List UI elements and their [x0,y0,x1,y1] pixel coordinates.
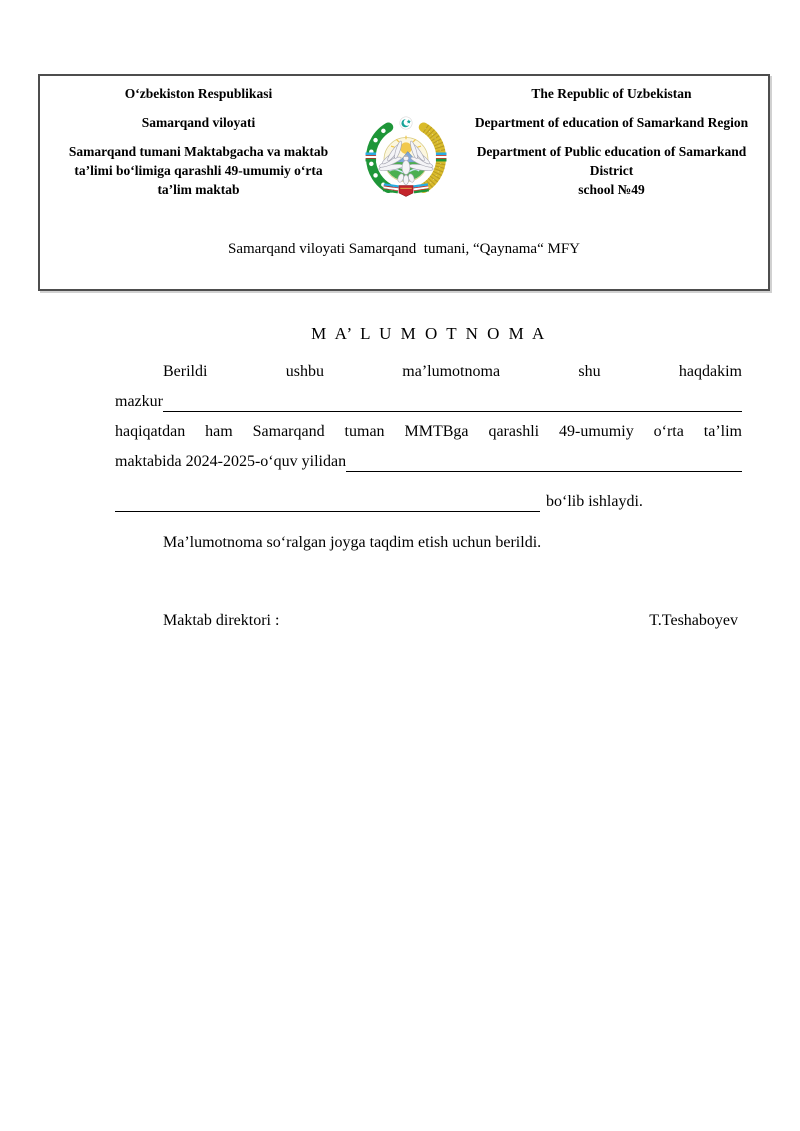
body-line-4 [115,447,742,477]
body-line-4-label: maktabida 2024-2025-o‘quv yilidan [115,453,347,470]
signature-row [115,610,742,632]
letterhead-uzbek-column [40,81,357,200]
org-country-uz: O‘zbekiston Respublikasi [124,86,273,101]
body-line-2-label: mazkur [115,393,163,410]
org-school-number: school №49 [578,182,645,197]
body-line-5 [115,487,742,517]
org-department-region-en: Department of education of Samarkand Region [474,115,749,130]
org-school-uz: Samarqand tumani Maktabgacha va maktab ta’limi bo‘limiga qarashli 49-umumiy o‘rta ta’lim maktab [68,144,329,197]
emblem-cell [357,81,455,200]
letterhead-columns [40,76,768,200]
body-line-3: haqiqatdan ham Samarqand tuman MMTBga qarashli 49-umumiy o‘rta ta’lim [115,423,742,440]
org-department-district-en: Department of Public education of Samarkand District [476,144,747,178]
org-country-en: The Republic of Uzbekistan [531,86,692,101]
uzbekistan-coat-of-arms-icon [362,112,450,200]
body-line-1: Berildi ushbu ma’lumotnoma shu haqdakim [163,363,742,380]
body-line-6: Ma’lumotnoma so‘ralgan joyga taqdim etish uchun berildi. [163,534,542,551]
emblem-crescent-star-icon [400,117,412,129]
emblem-banner [383,183,429,196]
blank-field-name [163,382,742,412]
blank-field-year [346,442,742,472]
letterhead-english-column [455,81,768,200]
body-paragraph [115,357,742,558]
signature-name: T.Teshaboyev [649,612,738,629]
body-line-5-text: bo‘lib ishlaydi. [546,493,643,510]
signature-label: Maktab direktori : [163,612,280,629]
letterhead-box [38,74,770,291]
blank-field-position [115,482,540,512]
org-region-uz: Samarqand viloyati [141,115,256,130]
letterhead-address-line: Samarqand viloyati Samarqand tumani, “Qaynama“ MFY [228,241,580,257]
body-line-2 [115,387,742,417]
document-body [115,323,742,632]
page-title: M A’ L U M O T N O M A [311,324,546,343]
